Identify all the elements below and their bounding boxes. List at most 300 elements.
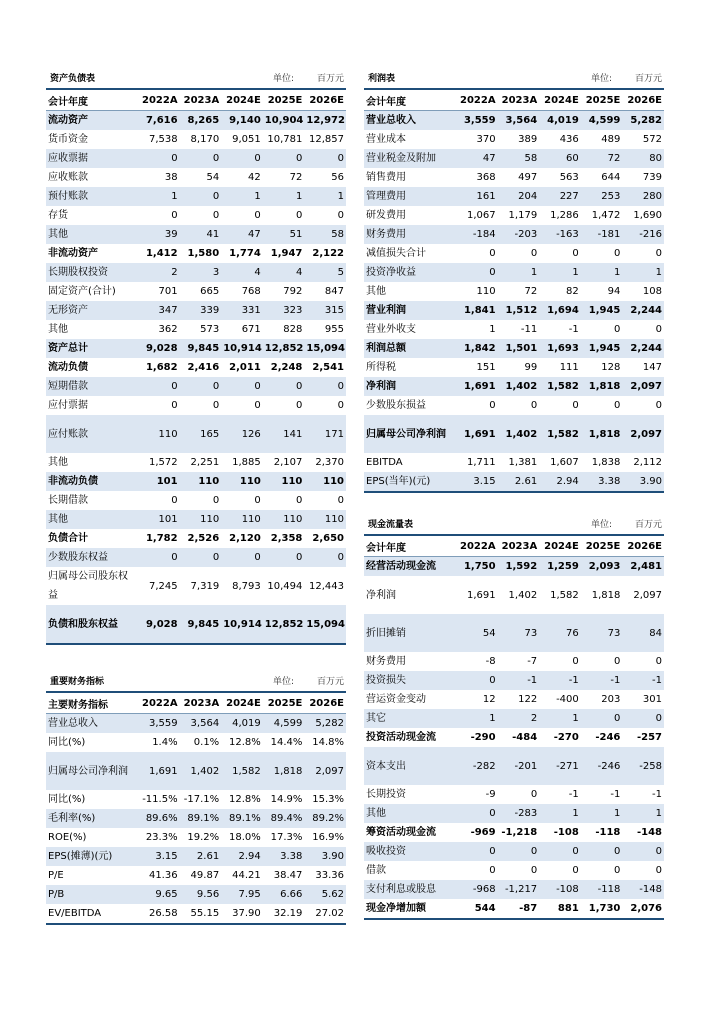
row-label: 投资净收益 (364, 263, 456, 282)
header-row (364, 90, 664, 111)
row-label: 归属母公司净利润 (364, 415, 456, 453)
column-header-year: 2025E (581, 90, 623, 111)
cell-value: 1,711 (466, 457, 496, 468)
cell-value: 0 (622, 709, 664, 728)
cell-value: 110 (304, 472, 346, 491)
cell-value: 14.4% (270, 737, 303, 748)
table-row (364, 149, 664, 168)
table-row (364, 785, 664, 804)
cell-value: 10,914 (221, 605, 263, 644)
cell-value: -257 (636, 732, 662, 743)
cell-value: 94 (607, 286, 621, 297)
cell-value: 7,616 (138, 111, 180, 131)
column-header-year: 2025E (581, 536, 623, 557)
cell-value: 5.62 (304, 885, 346, 904)
cell-value: 2,093 (581, 557, 623, 577)
table-row (46, 548, 346, 567)
row-label: 其他 (46, 225, 138, 244)
cell-value: 9.56 (180, 885, 222, 904)
cell-value: 792 (283, 286, 303, 297)
row-label: 流动资产 (46, 111, 138, 131)
cell-value: -1 (568, 789, 579, 800)
cell-value: 101 (138, 472, 180, 491)
section-title: 现金流量表 (368, 519, 414, 530)
row-label: EPS(当年)(元) (364, 472, 456, 492)
cell-value: 0 (655, 656, 662, 667)
table-row (46, 320, 346, 339)
row-label: 毛利率(%) (46, 809, 138, 828)
ratios-title-bar (46, 669, 346, 693)
cell-value: -11 (520, 324, 538, 335)
cell-value: 15,094 (304, 605, 346, 644)
column-header-label: 会计年度 (364, 90, 456, 111)
cell-value: 1,381 (508, 457, 538, 468)
cell-value: 2,248 (270, 362, 303, 373)
row-label: 营业成本 (366, 134, 406, 145)
cell-value: 828 (283, 324, 303, 335)
cell-value: 2,120 (229, 533, 261, 544)
cell-value: 1 (622, 263, 664, 282)
cell-value: -1,218 (501, 827, 538, 838)
cell-value: 38 (164, 172, 178, 183)
cell-value: 110 (138, 415, 180, 453)
cell-value: 51 (263, 225, 305, 244)
cell-value: 847 (324, 286, 344, 297)
cell-value: 84 (622, 614, 664, 652)
row-label: ROE(%) (48, 832, 87, 843)
cell-value: 368 (476, 172, 496, 183)
cell-value: -271 (539, 747, 581, 785)
cell-value: 0.1% (193, 737, 220, 748)
cell-value: 2,481 (622, 557, 664, 577)
section-title: 资产负债表 (50, 73, 96, 84)
table-row (364, 861, 664, 880)
cell-value: 1,582 (221, 752, 263, 790)
column-header-year: 2026E (622, 536, 664, 557)
cell-value: 128 (601, 362, 621, 373)
cell-value: 3.15 (138, 847, 180, 866)
cell-value: 126 (221, 415, 263, 453)
row-label: 营业税金及附加 (364, 149, 456, 168)
cell-value: 0 (614, 656, 621, 667)
income-statement-panel (364, 66, 664, 493)
cell-value: 9,028 (138, 339, 180, 358)
cell-value: 739 (642, 172, 662, 183)
cell-value: 323 (263, 301, 305, 320)
unit-value: 百万元 (316, 73, 344, 84)
cell-value: -246 (595, 732, 621, 743)
cell-value: 4,599 (581, 111, 623, 131)
cell-value: 27.02 (304, 904, 346, 924)
table-row (364, 263, 664, 282)
cell-value: 0 (221, 377, 263, 396)
unit-value: 百万元 (634, 73, 662, 84)
cell-value: 4 (221, 263, 263, 282)
row-label: 应付票据 (48, 400, 88, 411)
cell-value: 32.19 (263, 904, 305, 924)
row-label: 无形资产 (46, 301, 138, 320)
cell-value: 2,370 (315, 457, 344, 468)
cell-value: 161 (456, 187, 498, 206)
cell-value: 10,914 (221, 339, 263, 358)
row-label: 负债合计 (48, 533, 88, 544)
table-row (46, 605, 346, 644)
cell-value: 49.87 (190, 870, 220, 881)
column-header-year: 2022A (456, 90, 498, 111)
column-header-year: 2025E (263, 90, 305, 111)
cell-value: 3.90 (304, 847, 346, 866)
cell-value: 3,564 (180, 714, 222, 734)
table-row (46, 168, 346, 187)
cell-value: 0 (655, 400, 662, 411)
cell-value: 0 (138, 149, 180, 168)
cell-value: -148 (636, 827, 662, 838)
cell-value: 0 (530, 865, 538, 876)
cell-value: -246 (581, 747, 623, 785)
cell-value: 1,885 (232, 457, 261, 468)
table-row (364, 396, 664, 415)
cell-value: 1.4% (152, 737, 178, 748)
cell-value: 644 (601, 172, 621, 183)
cell-value: 23.3% (145, 832, 178, 843)
cell-value: 204 (498, 187, 540, 206)
unit-value: 百万元 (634, 519, 662, 530)
income-statement-table (364, 90, 664, 493)
cell-value: 3,559 (138, 714, 180, 734)
cell-value: 0 (171, 210, 178, 221)
cell-value: 1,947 (270, 248, 303, 259)
cell-value: 1 (581, 263, 623, 282)
column-header-year: 2023A (498, 536, 540, 557)
table-row (46, 396, 346, 415)
cell-value: 0 (572, 400, 579, 411)
cell-value: 14.9% (270, 794, 303, 805)
cell-value: 4,599 (263, 714, 305, 734)
table-row (46, 263, 346, 282)
cell-value: 331 (221, 301, 263, 320)
cell-value: 2,244 (622, 301, 664, 320)
cell-value: 563 (559, 172, 579, 183)
row-label: 支付利息或股息 (364, 880, 456, 899)
cell-value: 47 (456, 149, 498, 168)
cell-value: 2,107 (273, 457, 303, 468)
row-label: 减值损失合计 (366, 248, 426, 259)
table-row (46, 377, 346, 396)
table-row (364, 358, 664, 377)
cell-value: 1 (622, 804, 664, 823)
cell-value: 56 (331, 172, 344, 183)
cell-value: 0 (254, 400, 261, 411)
cell-value: 0 (614, 324, 621, 335)
cell-value: 6.66 (263, 885, 305, 904)
cell-value: 1,691 (466, 589, 496, 601)
row-label: 负债和股东权益 (46, 605, 138, 644)
cell-value: 58 (304, 225, 346, 244)
cell-value: -1,217 (498, 880, 540, 899)
cell-value: 0 (304, 149, 346, 168)
cell-value: 0 (254, 210, 261, 221)
cell-value: 0 (171, 400, 178, 411)
cell-value: 0 (212, 210, 220, 221)
cell-value: 89.2% (304, 809, 346, 828)
cell-value: 108 (642, 286, 662, 297)
unit-label: 单位: (590, 73, 612, 84)
cell-value: 110 (221, 472, 263, 491)
cell-value: 1,691 (456, 415, 498, 453)
table-row (364, 804, 664, 823)
cell-value: 0 (655, 865, 662, 876)
table-row (364, 339, 664, 358)
cell-value: 2,097 (622, 377, 664, 396)
row-label: 其他 (46, 510, 138, 529)
cell-value: 0 (212, 400, 220, 411)
table-row (364, 709, 664, 728)
cell-value: 881 (539, 899, 581, 919)
unit-value: 百万元 (316, 676, 344, 687)
header-row (46, 693, 346, 714)
cell-value: 203 (601, 694, 621, 705)
cell-value: 0 (456, 842, 498, 861)
section-title: 重要财务指标 (50, 676, 105, 687)
table-row (46, 752, 346, 790)
cell-value: 9,845 (180, 605, 222, 644)
table-row (46, 714, 346, 734)
cell-value: 1,607 (550, 457, 579, 468)
cell-value: -118 (581, 880, 623, 899)
table-row (46, 733, 346, 752)
cell-value: 1,818 (263, 752, 305, 790)
cell-value: 3 (180, 263, 222, 282)
cell-value: 5,282 (304, 714, 346, 734)
header-row (364, 536, 664, 557)
row-label: 借款 (366, 865, 386, 876)
cell-value: 1,402 (498, 415, 540, 453)
table-row (46, 111, 346, 131)
cell-value: 572 (642, 134, 662, 145)
row-label: 货币资金 (48, 134, 88, 145)
table-row (364, 301, 664, 320)
cell-value: 1,750 (456, 557, 498, 577)
cell-value: -9 (485, 789, 496, 800)
income-statement-title-bar (364, 66, 664, 90)
cell-value: 1,501 (498, 339, 540, 358)
row-label: 存货 (48, 210, 68, 221)
cell-value: -203 (498, 225, 540, 244)
cell-value: 2,541 (312, 362, 344, 373)
cell-value: 280 (622, 187, 664, 206)
cell-value: 110 (304, 510, 346, 529)
cell-value: 110 (476, 286, 496, 297)
cell-value: 9,051 (232, 134, 261, 145)
row-label: 营业总收入 (46, 714, 138, 734)
cell-value: 2 (498, 709, 540, 728)
table-row (46, 187, 346, 206)
cell-value: -8 (485, 656, 496, 667)
cell-value: -1 (622, 671, 664, 690)
cash-flow-panel (364, 512, 664, 920)
cell-value: 1,179 (508, 210, 538, 221)
row-label: 其他 (48, 457, 68, 468)
row-label: 营运资金变动 (366, 694, 426, 705)
row-label: 归属母公司净利润 (46, 752, 138, 790)
table-row (364, 453, 664, 472)
row-label: 现金净增加额 (364, 899, 456, 919)
cell-value: 1,730 (581, 899, 623, 919)
cell-value: 9.65 (138, 885, 180, 904)
cell-value: 0 (221, 149, 263, 168)
balance-sheet-table (46, 90, 346, 645)
cell-value: 0 (180, 149, 222, 168)
column-header-year: 2023A (180, 90, 222, 111)
cell-value: 141 (263, 415, 305, 453)
row-label: 营业利润 (364, 301, 456, 320)
cell-value: 73 (581, 614, 623, 652)
cell-value: 2.61 (180, 847, 222, 866)
cell-value: 1,412 (145, 248, 178, 259)
table-row (46, 472, 346, 491)
row-label: 应收票据 (46, 149, 138, 168)
table-row (46, 415, 346, 453)
cell-value: 0 (456, 804, 498, 823)
cell-value: 701 (158, 286, 178, 297)
cell-value: 0 (296, 210, 303, 221)
cell-value: 2,526 (187, 533, 220, 544)
column-header-year: 2022A (138, 90, 180, 111)
cell-value: 0 (304, 377, 346, 396)
cell-value: 38.47 (273, 870, 303, 881)
cell-value: 1,838 (591, 457, 621, 468)
cell-value: 315 (304, 301, 346, 320)
cell-value: 0 (655, 324, 662, 335)
column-header-year: 2022A (456, 536, 498, 557)
cell-value: 1 (138, 187, 180, 206)
table-row (364, 206, 664, 225)
table-row (46, 491, 346, 510)
table-row (46, 244, 346, 263)
cell-value: 1,592 (498, 557, 540, 577)
cell-value: 101 (138, 510, 180, 529)
cell-value: 1,694 (539, 301, 581, 320)
table-row (364, 880, 664, 899)
cell-value: 7,319 (190, 580, 220, 592)
cell-value: 171 (304, 415, 346, 453)
row-label: 营业外收支 (366, 324, 416, 335)
cell-value: 1,512 (498, 301, 540, 320)
cell-value: 544 (456, 899, 498, 919)
unit-label: 单位: (590, 519, 612, 530)
row-label: 长期借款 (48, 495, 88, 506)
cell-value: 8,170 (190, 134, 220, 145)
cell-value: 7,538 (148, 134, 178, 145)
cell-value: 0 (614, 400, 621, 411)
column-header-year: 2024E (221, 90, 263, 111)
cell-value: -1 (652, 789, 662, 800)
cell-value: 0 (263, 548, 305, 567)
cell-value: 0 (456, 671, 498, 690)
cell-value: 0 (456, 263, 498, 282)
table-row (46, 358, 346, 377)
row-label: 资产总计 (46, 339, 138, 358)
cell-value: 1,286 (550, 210, 579, 221)
cell-value: 2,244 (622, 339, 664, 358)
table-row (364, 576, 664, 614)
table-row (364, 225, 664, 244)
cell-value: 1 (456, 709, 498, 728)
cell-value: -1 (568, 324, 579, 335)
cell-value: 1,067 (466, 210, 496, 221)
row-label: 其它 (364, 709, 456, 728)
cell-value: 2,251 (190, 457, 220, 468)
cell-value: 1,945 (581, 339, 623, 358)
cell-value: 339 (180, 301, 222, 320)
cell-value: 122 (518, 694, 538, 705)
cell-value: 0 (180, 187, 222, 206)
table-row (364, 842, 664, 861)
cell-value: 0 (530, 400, 538, 411)
row-label: 非流动资产 (48, 248, 98, 259)
row-label: 净利润 (364, 377, 456, 396)
table-row (46, 567, 346, 605)
cell-value: -11.5% (142, 794, 178, 805)
table-row (46, 809, 346, 828)
cell-value: 0 (180, 548, 222, 567)
cell-value: -1 (610, 789, 621, 800)
column-header-year: 2022A (138, 693, 180, 714)
cell-value: 2,097 (633, 589, 662, 601)
cell-value: 9,845 (180, 339, 222, 358)
cell-value: 147 (642, 362, 662, 373)
cell-value: 1,259 (539, 557, 581, 577)
row-label: EBITDA (366, 457, 403, 468)
cell-value: 5 (304, 263, 346, 282)
cell-value: 2.94 (221, 847, 263, 866)
table-row (46, 453, 346, 472)
table-row (46, 828, 346, 847)
cell-value: 0 (337, 495, 344, 506)
table-row (364, 377, 664, 396)
table-row (364, 168, 664, 187)
section-title: 利润表 (368, 73, 396, 84)
table-row (364, 130, 664, 149)
cell-value: 3.90 (622, 472, 664, 492)
row-label: 管理费用 (364, 187, 456, 206)
row-label: 少数股东权益 (46, 548, 138, 567)
cell-value: 497 (518, 172, 538, 183)
cell-value: 9,028 (138, 605, 180, 644)
cell-value: 1,402 (180, 752, 222, 790)
cell-value: 0 (489, 400, 496, 411)
cell-value: 2.94 (539, 472, 581, 492)
cell-value: 0 (304, 548, 346, 567)
row-label: 长期股权投资 (46, 263, 138, 282)
cell-value: 3.38 (263, 847, 305, 866)
table-row (364, 690, 664, 709)
cell-value: 60 (539, 149, 581, 168)
cell-value: 110 (180, 510, 222, 529)
row-label: 营业总收入 (364, 111, 456, 131)
cell-value: 12,852 (263, 339, 305, 358)
row-label: 财务费用 (366, 656, 406, 667)
column-header-year: 2023A (498, 90, 540, 111)
table-row (364, 415, 664, 453)
row-label: 同比(%) (48, 794, 86, 805)
cell-value: -201 (498, 747, 540, 785)
cell-value: 665 (200, 286, 220, 297)
cell-value: 0 (530, 248, 538, 259)
cell-value: 1,818 (591, 589, 621, 601)
cell-value: -181 (581, 225, 623, 244)
cell-value: 58 (498, 149, 540, 168)
